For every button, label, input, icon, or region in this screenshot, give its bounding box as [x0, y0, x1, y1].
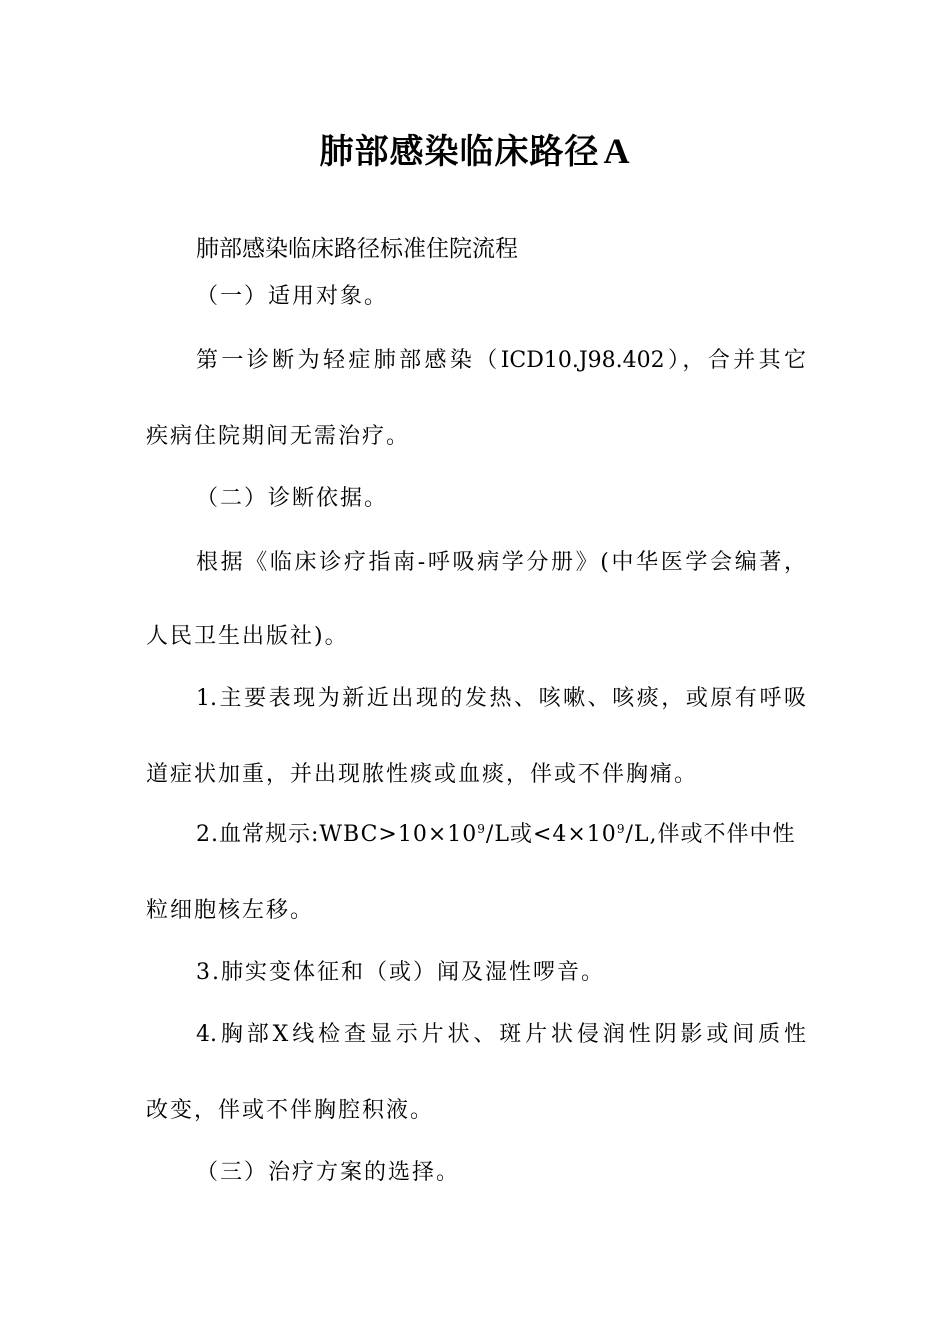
item2-text-b: /L或<4×10: [485, 822, 617, 847]
item2-text-c: /L,伴或不伴中性: [625, 822, 796, 847]
title-text: 肺部感染临床路径: [319, 132, 600, 172]
section3-heading: （三）治疗方案的选择。: [196, 1160, 461, 1185]
item4-line2: 改变，伴或不伴胸腔积液。: [146, 1098, 435, 1123]
section1-heading: （一）适用对象。: [196, 284, 389, 309]
section1-para-line2: 疾病住院期间无需治疗。: [146, 424, 411, 449]
document-title: [0, 126, 950, 177]
item3-line: 3.肺实变体征和（或）闻及湿性啰音。: [196, 960, 605, 985]
section2-para-line1: 根据《临床诊疗指南-呼吸病学分册》(中华医学会编著，: [196, 550, 806, 575]
document-subtitle: 肺部感染临床路径标准住院流程: [196, 236, 518, 262]
item2-line2: 粒细胞核左移。: [146, 898, 315, 923]
item2-exponent-1: 9: [477, 822, 486, 836]
item2-line1: [196, 818, 795, 852]
title-suffix: A: [603, 131, 631, 171]
item2-text-a: 2.血常规示:WBC>10×10: [196, 822, 478, 847]
item4-line1: 4.胸部X线检查显示片状、斑片状侵润性阴影或间质性: [196, 1022, 806, 1047]
item2-exponent-2: 9: [616, 822, 626, 836]
section2-heading: （二）诊断依据。: [196, 486, 389, 511]
item1-line1: 1.主要表现为新近出现的发热、咳嗽、咳痰，或原有呼吸: [196, 686, 806, 711]
item1-line2: 道症状加重，并出现脓性痰或血痰，伴或不伴胸痛。: [146, 762, 699, 787]
section2-para-line2: 人民卫生出版社)。: [146, 624, 349, 649]
section1-para-line1: 第一诊断为轻症肺部感染（ICD10.J98.402），合并其它: [196, 348, 806, 373]
